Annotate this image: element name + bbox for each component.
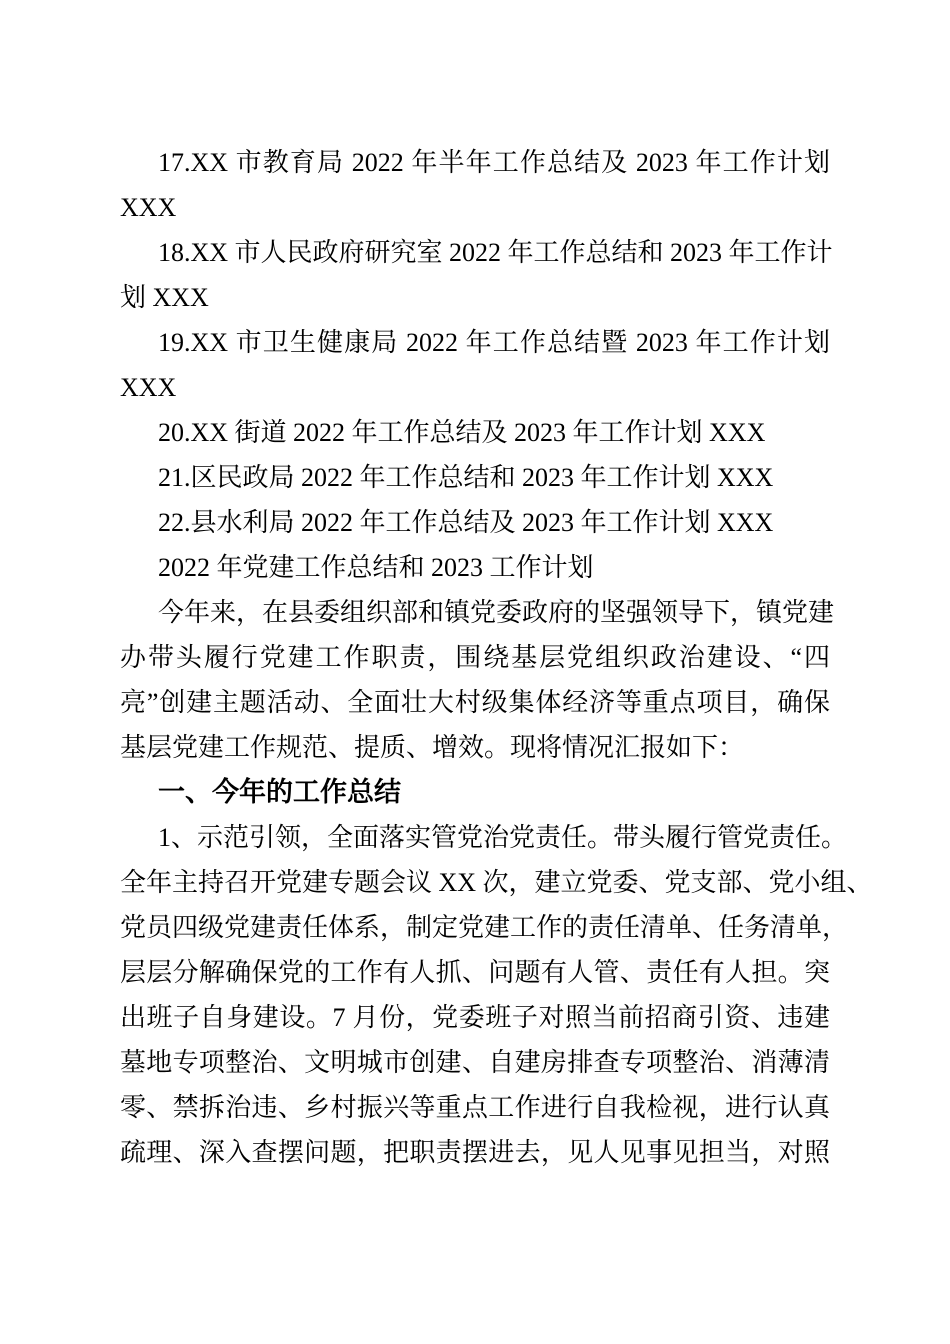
list-item-18-line-2: 划 XXX: [120, 283, 209, 312]
body-paragraph-1-line-3: 党员四级党建责任体系，制定党建工作的责任清单、任务清单，: [120, 913, 849, 942]
section-heading-line-1: 一、今年的工作总结: [158, 777, 401, 807]
intro-paragraph-line-2: 办带头履行党建工作职责，围绕基层党组织政治建设、“四: [120, 643, 830, 672]
body-paragraph-1-line-1: 1、示范引领，全面落实管党治党责任。带头履行管党责任。: [158, 823, 848, 852]
document-title-line-1: 2022 年党建工作总结和 2023 工作计划: [158, 553, 594, 582]
body-paragraph-1-line-7: 零、禁拆治违、乡村振兴等重点工作进行自我检视，进行认真: [120, 1093, 830, 1122]
list-item-21-line-1: 21.区民政局 2022 年工作总结和 2023 年工作计划 XXX: [158, 463, 774, 492]
intro-paragraph-line-4: 基层党建工作规范、提质、增效。现将情况汇报如下：: [120, 733, 745, 762]
intro-paragraph-line-3: 亮”创建主题活动、全面壮大村级集体经济等重点项目，确保: [120, 688, 830, 717]
document-content: [120, 140, 873, 1175]
list-item-19-line-2: XXX: [120, 373, 177, 402]
list-item-20-line-1: 20.XX 街道 2022 年工作总结及 2023 年工作计划 XXX: [158, 418, 766, 447]
list-item-22-line-1: 22.县水利局 2022 年工作总结及 2023 年工作计划 XXX: [158, 508, 774, 537]
list-item-18-line-1: 18.XX 市人民政府研究室 2022 年工作总结和 2023 年工作计: [158, 238, 833, 267]
list-item-17-line-2: XXX: [120, 193, 177, 222]
list-item-17-line-1: 17.XX 市教育局 2022 年半年工作总结及 2023 年工作计划: [158, 148, 830, 177]
body-paragraph-1-line-6: 墓地专项整治、文明城市创建、自建房排查专项整治、消薄清: [120, 1048, 830, 1077]
body-paragraph-1-line-5: 出班子自身建设。7 月份，党委班子对照当前招商引资、违建: [120, 1003, 830, 1032]
body-paragraph-1-line-4: 层层分解确保党的工作有人抓、问题有人管、责任有人担。突: [120, 958, 830, 987]
list-item-19-line-1: 19.XX 市卫生健康局 2022 年工作总结暨 2023 年工作计划: [158, 328, 830, 357]
body-paragraph-1-line-2: 全年主持召开党建专题会议 XX 次，建立党委、党支部、党小组、: [120, 868, 873, 897]
intro-paragraph-line-1: 今年来，在县委组织部和镇党委政府的坚强领导下，镇党建: [158, 598, 835, 627]
body-paragraph-1-line-8: 疏理、深入查摆问题，把职责摆进去，见人见事见担当，对照: [120, 1138, 830, 1167]
